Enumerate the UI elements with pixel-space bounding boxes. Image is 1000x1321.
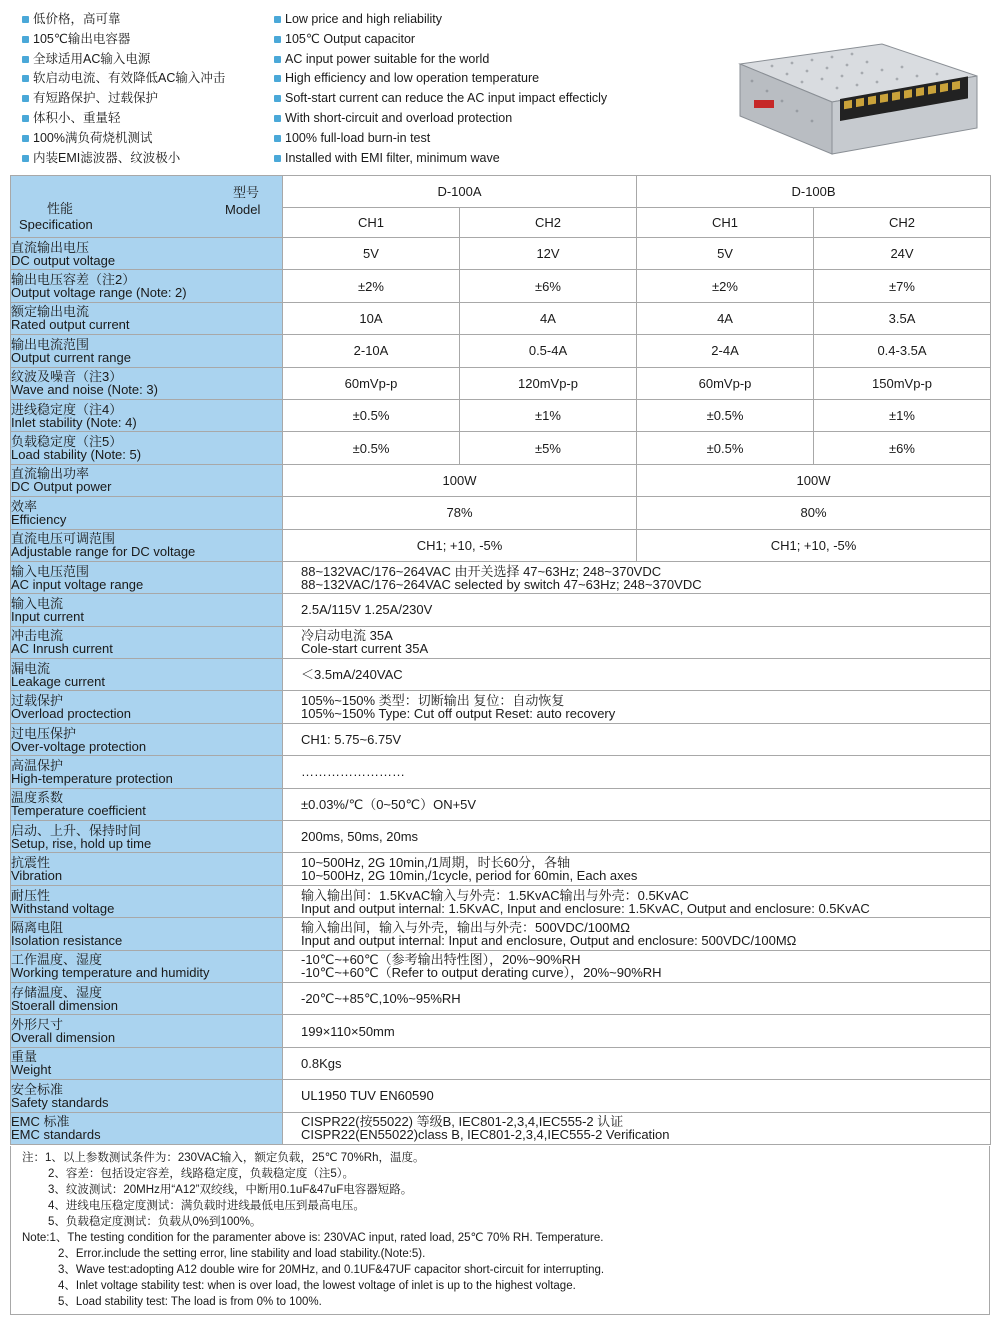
header-corner-cell	[11, 176, 283, 238]
table-row	[11, 950, 991, 982]
bullet-icon	[22, 155, 29, 162]
feature-text: 内装EMI滤波器、纹波极小	[33, 150, 181, 165]
spec-value-line: Input and output internal: 1.5KvAC, Input and enclosure: 1.5KvAC, Output and enclosure: 0.5KvAC	[301, 900, 870, 916]
spec-label-en: Output current range	[11, 349, 131, 365]
spec-value-line: UL1950 TUV EN60590	[301, 1088, 434, 1104]
spec-value	[283, 659, 991, 691]
spec-label	[11, 1015, 283, 1047]
spec-label-cn: 漏电流	[11, 660, 51, 676]
spec-value-line: 输入输出间，输入与外壳，输出与外壳：500VDC/100MΩ	[301, 919, 630, 935]
spec-label-en: Load stability (Note: 5)	[11, 447, 142, 463]
spec-value: 2-4A	[637, 335, 814, 367]
bullet-icon	[274, 115, 281, 122]
note-line: 注：1、以上参数测试条件为：230VAC输入，额定负载，25℃ 70%Rh，温度。	[22, 1152, 425, 1164]
bullet-icon	[22, 115, 29, 122]
table-row	[11, 691, 991, 723]
spec-value	[283, 723, 991, 755]
spec-value: CH1; +10, -5%	[283, 529, 637, 561]
spec-label-en: High-temperature protection	[11, 770, 173, 786]
spec-value: CH1; +10, -5%	[637, 529, 991, 561]
spec-label	[11, 1080, 283, 1112]
spec-label-en: Weight	[11, 1062, 52, 1078]
spec-value: ±5%	[460, 432, 637, 464]
spec-label-cn: 输出电压容差（注2）	[11, 272, 136, 288]
feature-item	[22, 89, 272, 109]
spec-label-en: Wave and noise (Note: 3)	[11, 382, 158, 398]
spec-label	[11, 821, 283, 853]
notes	[22, 1150, 982, 1310]
spec-label-cn: 过电压保护	[11, 725, 77, 741]
spec-label	[11, 788, 283, 820]
bullet-icon	[274, 135, 281, 142]
spec-label-en: Overload proctection	[11, 706, 131, 722]
table-row	[11, 1047, 991, 1079]
spec-value-line: Input and output internal: Input and enclosure, Output and enclosure: 500VDC/100MΩ	[301, 932, 797, 948]
spec-label-en: Input current	[11, 608, 84, 624]
header-model-en: Model	[225, 202, 261, 217]
spec-value-line: ……………………	[301, 764, 405, 780]
spec-value: 60mVp-p	[637, 367, 814, 399]
feature-item	[274, 30, 674, 50]
spec-value-line: 输入输出间：1.5KvAC输入与外壳：1.5KvAC输出与外壳：0.5KvAC	[301, 887, 689, 903]
spec-value-line: -10℃~+60℃（Refer to output derating curve），20%~90%RH	[301, 965, 662, 981]
spec-label-cn: EMC 标准	[11, 1114, 70, 1130]
spec-value-line: 105%~150% 类型：切断输出 复位：自动恢复	[301, 693, 565, 709]
spec-label-cn: 负载稳定度（注5）	[11, 434, 123, 450]
spec-label-en: Rated output current	[11, 317, 130, 333]
spec-value-line: 199×110×50mm	[301, 1023, 395, 1039]
feature-item	[22, 69, 272, 89]
spec-label	[11, 853, 283, 885]
spec-label	[11, 399, 283, 431]
spec-label	[11, 950, 283, 982]
feature-text: 有短路保护、过载保护	[33, 91, 159, 106]
spec-label-cn: 重量	[11, 1049, 38, 1065]
spec-label	[11, 691, 283, 723]
spec-label	[11, 885, 283, 917]
spec-label-en: Vibration	[11, 868, 63, 884]
spec-label-cn: 耐压性	[11, 887, 51, 903]
spec-value-line: Cole-start current 35A	[301, 641, 429, 657]
feature-text: Soft-start current can reduce the AC input impact effecticly	[285, 91, 608, 106]
spec-label	[11, 529, 283, 561]
note-line: 5、负载稳定度测试：负载从0%到100%。	[48, 1216, 262, 1228]
spec-value	[283, 1112, 991, 1144]
spec-label-cn: 存储温度、湿度	[11, 984, 103, 1000]
spec-label-en: Stoerall dimension	[11, 997, 118, 1013]
table-row	[11, 594, 991, 626]
spec-value: 5V	[283, 238, 460, 270]
spec-label-en: Working temperature and humidity	[11, 965, 210, 981]
spec-label-en: Setup, rise, hold up time	[11, 835, 152, 851]
spec-value-line: ±0.03%/℃（0~50℃）ON+5V	[301, 796, 477, 812]
channel-header: CH1	[637, 208, 814, 238]
table-row	[11, 1015, 991, 1047]
table-row	[11, 561, 991, 593]
table-row	[11, 432, 991, 464]
spec-label-en: Temperature coefficient	[11, 803, 146, 819]
spec-label-cn: 高温保护	[11, 757, 64, 773]
table-row	[11, 497, 991, 529]
note-line: 4、Inlet voltage stability test: when is over load, the lowest voltage of inlet is up to the highest voltage.	[58, 1280, 576, 1292]
spec-value	[283, 756, 991, 788]
spec-label-cn: 外形尺寸	[11, 1017, 64, 1033]
spec-value: ±1%	[814, 399, 991, 431]
bullet-icon	[274, 155, 281, 162]
bullet-icon	[274, 75, 281, 82]
spec-label-cn: 进线稳定度（注4）	[11, 401, 123, 417]
feature-text: With short-circuit and overload protection	[285, 110, 513, 125]
spec-label-en: Overall dimension	[11, 1030, 116, 1046]
spec-value: 5V	[637, 238, 814, 270]
spec-table	[10, 175, 991, 1145]
feature-text: 105℃ Output capacitor	[285, 31, 416, 46]
spec-value-line: 88~132VAC/176~264VAC 由开关选择 47~63Hz; 248~370VDC	[301, 563, 662, 579]
spec-value: ±1%	[460, 399, 637, 431]
spec-label-cn: 输出电流范围	[11, 336, 90, 352]
spec-label-cn: 冲击电流	[11, 628, 64, 644]
feature-text: 体积小、重量轻	[33, 110, 121, 125]
spec-label-en: AC Inrush current	[11, 641, 113, 657]
spec-label-en: DC output voltage	[11, 252, 116, 268]
spec-label	[11, 367, 283, 399]
spec-label	[11, 982, 283, 1014]
bullet-icon	[274, 16, 281, 23]
spec-value: 4A	[637, 302, 814, 334]
spec-value-line: 10~500Hz, 2G 10min,/1周期，时长60分，各轴	[301, 855, 571, 871]
table-row	[11, 1112, 991, 1144]
spec-label-cn: 启动、上升、保持时间	[11, 822, 142, 838]
spec-label-cn: 输入电流	[11, 595, 64, 611]
feature-text: Low price and high reliability	[285, 12, 443, 26]
spec-value: ±2%	[637, 270, 814, 302]
spec-value-line: 冷启动电流 35A	[301, 628, 393, 644]
table-row	[11, 464, 991, 496]
spec-label	[11, 432, 283, 464]
note-line: Note:1、The testing condition for the paramenter above is: 230VAC input, rated load, 25℃ 70% RH. Temperature.	[22, 1232, 604, 1244]
spec-label-cn: 工作温度、湿度	[11, 952, 103, 968]
spec-label	[11, 497, 283, 529]
table-row	[11, 659, 991, 691]
spec-label-en: AC input voltage range	[11, 576, 144, 592]
spec-label-en: Isolation resistance	[11, 932, 123, 948]
note-line: 3、Wave test:adopting A12 double wire for 20MHz, and 0.1UF&47UF capacitor short-circuit for interrupting.	[58, 1264, 605, 1276]
spec-label	[11, 464, 283, 496]
spec-label-en: Withstand voltage	[11, 900, 115, 916]
spec-value	[283, 821, 991, 853]
feature-list-en	[274, 10, 674, 168]
spec-value	[283, 885, 991, 917]
spec-label-en: Output voltage range (Note: 2)	[11, 285, 187, 301]
table-row	[11, 399, 991, 431]
table-row	[11, 885, 991, 917]
spec-value-line: 10~500Hz, 2G 10min,/1cycle, period for 60min, Each axes	[301, 868, 638, 884]
spec-label	[11, 1047, 283, 1079]
spec-value: 80%	[637, 497, 991, 529]
model-a-header: D-100A	[283, 176, 637, 208]
channel-header: CH2	[460, 208, 637, 238]
spec-label-cn: 直流电压可调范围	[11, 531, 116, 547]
spec-value-line: 88~132VAC/176~264VAC selected by switch 47~63Hz; 248~370VDC	[301, 576, 702, 592]
bullet-icon	[22, 36, 29, 43]
spec-value: ±2%	[283, 270, 460, 302]
table-row	[11, 626, 991, 658]
spec-value-line: CH1: 5.75~6.75V	[301, 732, 402, 748]
spec-value	[283, 1047, 991, 1079]
spec-value: ±0.5%	[637, 399, 814, 431]
feature-item	[274, 10, 674, 30]
note-line: 2、Error.include the setting error, line stability and load stability.(Note:5).	[58, 1248, 426, 1260]
note-line: 2、容差：包括设定容差，线路稳定度，负载稳定度（注5）。	[48, 1168, 355, 1180]
note-line: 4、进线电压稳定度测试：满负载时进线最低电压到最高电压。	[48, 1200, 365, 1212]
spec-value-line: CISPR22(按55022) 等级B, IEC801-2,3,4,IEC555-2 认证	[301, 1114, 624, 1130]
spec-value: 120mVp-p	[460, 367, 637, 399]
spec-value-line: -10℃~+60℃（参考输出特性图），20%~90%RH	[301, 952, 581, 968]
header-spec-cn: 性能	[47, 201, 74, 216]
spec-value: ±7%	[814, 270, 991, 302]
spec-value-line: 2.5A/115V 1.25A/230V	[301, 602, 433, 618]
spec-label-cn: 隔离电阻	[11, 919, 64, 935]
bullet-icon	[22, 135, 29, 142]
spec-label	[11, 756, 283, 788]
spec-label-en: Inlet stability (Note: 4)	[11, 414, 137, 430]
spec-label-en: DC Output power	[11, 479, 112, 495]
table-row	[11, 853, 991, 885]
bullet-icon	[22, 75, 29, 82]
spec-label-cn: 直流输出电压	[11, 239, 90, 255]
spec-label	[11, 335, 283, 367]
spec-label	[11, 302, 283, 334]
feature-item	[22, 109, 272, 129]
table-row	[11, 1080, 991, 1112]
channel-header: CH1	[283, 208, 460, 238]
spec-label-cn: 温度系数	[11, 790, 64, 806]
spec-value: ±6%	[814, 432, 991, 464]
table-row	[11, 982, 991, 1014]
header-model-cn: 型号	[233, 185, 260, 200]
spec-value: 10A	[283, 302, 460, 334]
spec-value: ±0.5%	[283, 399, 460, 431]
spec-label	[11, 1112, 283, 1144]
spec-value	[283, 982, 991, 1014]
table-row	[11, 238, 991, 270]
spec-label	[11, 561, 283, 593]
feature-item	[22, 50, 272, 70]
feature-item	[22, 10, 272, 30]
note-line: 5、Load stability test: The load is from 0% to 100%.	[58, 1296, 322, 1308]
spec-label-cn: 安全标准	[11, 1081, 64, 1097]
spec-label	[11, 238, 283, 270]
feature-text: 100% full-load burn-in test	[285, 130, 431, 145]
bullet-icon	[274, 36, 281, 43]
spec-label	[11, 270, 283, 302]
table-row	[11, 302, 991, 334]
spec-value: 3.5A	[814, 302, 991, 334]
spec-value	[283, 853, 991, 885]
feature-item	[22, 30, 272, 50]
feature-text: 100%满负荷烧机测试	[33, 130, 153, 145]
spec-value: ±0.5%	[637, 432, 814, 464]
feature-item	[274, 129, 674, 149]
spec-value: 0.5-4A	[460, 335, 637, 367]
table-row	[11, 788, 991, 820]
spec-label-en: Efficiency	[11, 511, 67, 527]
spec-value	[283, 691, 991, 723]
table-row	[11, 918, 991, 950]
feature-item	[274, 109, 674, 129]
channel-header: CH2	[814, 208, 991, 238]
spec-label	[11, 659, 283, 691]
feature-item	[22, 149, 272, 169]
spec-label-en: Leakage current	[11, 673, 105, 689]
bullet-icon	[274, 95, 281, 102]
bullet-icon	[22, 95, 29, 102]
table-row	[11, 335, 991, 367]
spec-label	[11, 626, 283, 658]
feature-item	[274, 89, 674, 109]
model-b-header: D-100B	[637, 176, 991, 208]
spec-value-line: 200ms, 50ms, 20ms	[301, 829, 419, 845]
spec-label-en: Safety standards	[11, 1094, 109, 1110]
bullet-icon	[274, 56, 281, 63]
spec-value: 24V	[814, 238, 991, 270]
spec-label-en: EMC standards	[11, 1127, 101, 1143]
spec-label-cn: 输入电压范围	[11, 563, 90, 579]
spec-label	[11, 918, 283, 950]
bullet-icon	[22, 16, 29, 23]
spec-value: ±0.5%	[283, 432, 460, 464]
feature-text: 软启动电流、有效降低AC输入冲击	[33, 71, 226, 86]
spec-value-line: ＜3.5mA/240VAC	[301, 667, 403, 683]
spec-value	[283, 626, 991, 658]
spec-label-cn: 效率	[11, 498, 38, 514]
spec-label-en: Over-voltage protection	[11, 738, 147, 754]
feature-list	[22, 10, 682, 175]
table-row	[11, 529, 991, 561]
feature-item	[22, 129, 272, 149]
power-supply-image	[732, 36, 982, 156]
feature-item	[274, 50, 674, 70]
spec-label-en: Adjustable range for DC voltage	[11, 544, 196, 560]
spec-value: 100W	[637, 464, 991, 496]
spec-value	[283, 788, 991, 820]
feature-list-cn	[22, 10, 272, 168]
feature-item	[274, 69, 674, 89]
spec-value	[283, 561, 991, 593]
table-row	[11, 756, 991, 788]
spec-value-line: 105%~150% Type: Cut off output Reset: auto recovery	[301, 706, 616, 722]
spec-value	[283, 1015, 991, 1047]
spec-value: 100W	[283, 464, 637, 496]
spec-value	[283, 594, 991, 626]
spec-value: 60mVp-p	[283, 367, 460, 399]
feature-text: 全球适用AC输入电源	[33, 51, 151, 66]
spec-label-cn: 抗震性	[11, 855, 51, 871]
table-row	[11, 821, 991, 853]
spec-label-cn: 纹波及噪音（注3）	[11, 369, 123, 385]
feature-item	[274, 149, 674, 169]
spec-value	[283, 1080, 991, 1112]
spec-value-line: -20℃~+85℃,10%~95%RH	[301, 991, 461, 1007]
feature-text: 低价格，高可靠	[33, 12, 121, 26]
spec-label-cn: 直流输出功率	[11, 466, 90, 482]
spec-value: ±6%	[460, 270, 637, 302]
spec-value	[283, 950, 991, 982]
spec-value-line: CISPR22(EN55022)class B, IEC801-2,3,4,IEC555-2 Verification	[301, 1127, 670, 1143]
spec-value	[283, 918, 991, 950]
feature-text: AC input power suitable for the world	[285, 51, 490, 66]
table-row	[11, 723, 991, 755]
spec-value: 2-10A	[283, 335, 460, 367]
note-line: 3、纹波测试：20MHz用“A12”双绞线，中断用0.1uF&47uF电容器短路。	[48, 1184, 413, 1196]
spec-value: 12V	[460, 238, 637, 270]
feature-text: High efficiency and low operation temperature	[285, 71, 540, 86]
feature-text: 105℃输出电容器	[33, 31, 131, 46]
spec-value: 4A	[460, 302, 637, 334]
feature-text: Installed with EMI filter, minimum wave	[285, 150, 500, 165]
spec-label-cn: 过载保护	[11, 693, 64, 709]
spec-label-cn: 额定输出电流	[11, 304, 90, 320]
spec-label	[11, 723, 283, 755]
spec-value-line: 0.8Kgs	[301, 1055, 342, 1071]
spec-value: 78%	[283, 497, 637, 529]
table-row	[11, 270, 991, 302]
header-spec-en: Specification	[19, 217, 93, 232]
spec-value: 0.4-3.5A	[814, 335, 991, 367]
table-row	[11, 367, 991, 399]
bullet-icon	[22, 56, 29, 63]
spec-label	[11, 594, 283, 626]
spec-value: 150mVp-p	[814, 367, 991, 399]
